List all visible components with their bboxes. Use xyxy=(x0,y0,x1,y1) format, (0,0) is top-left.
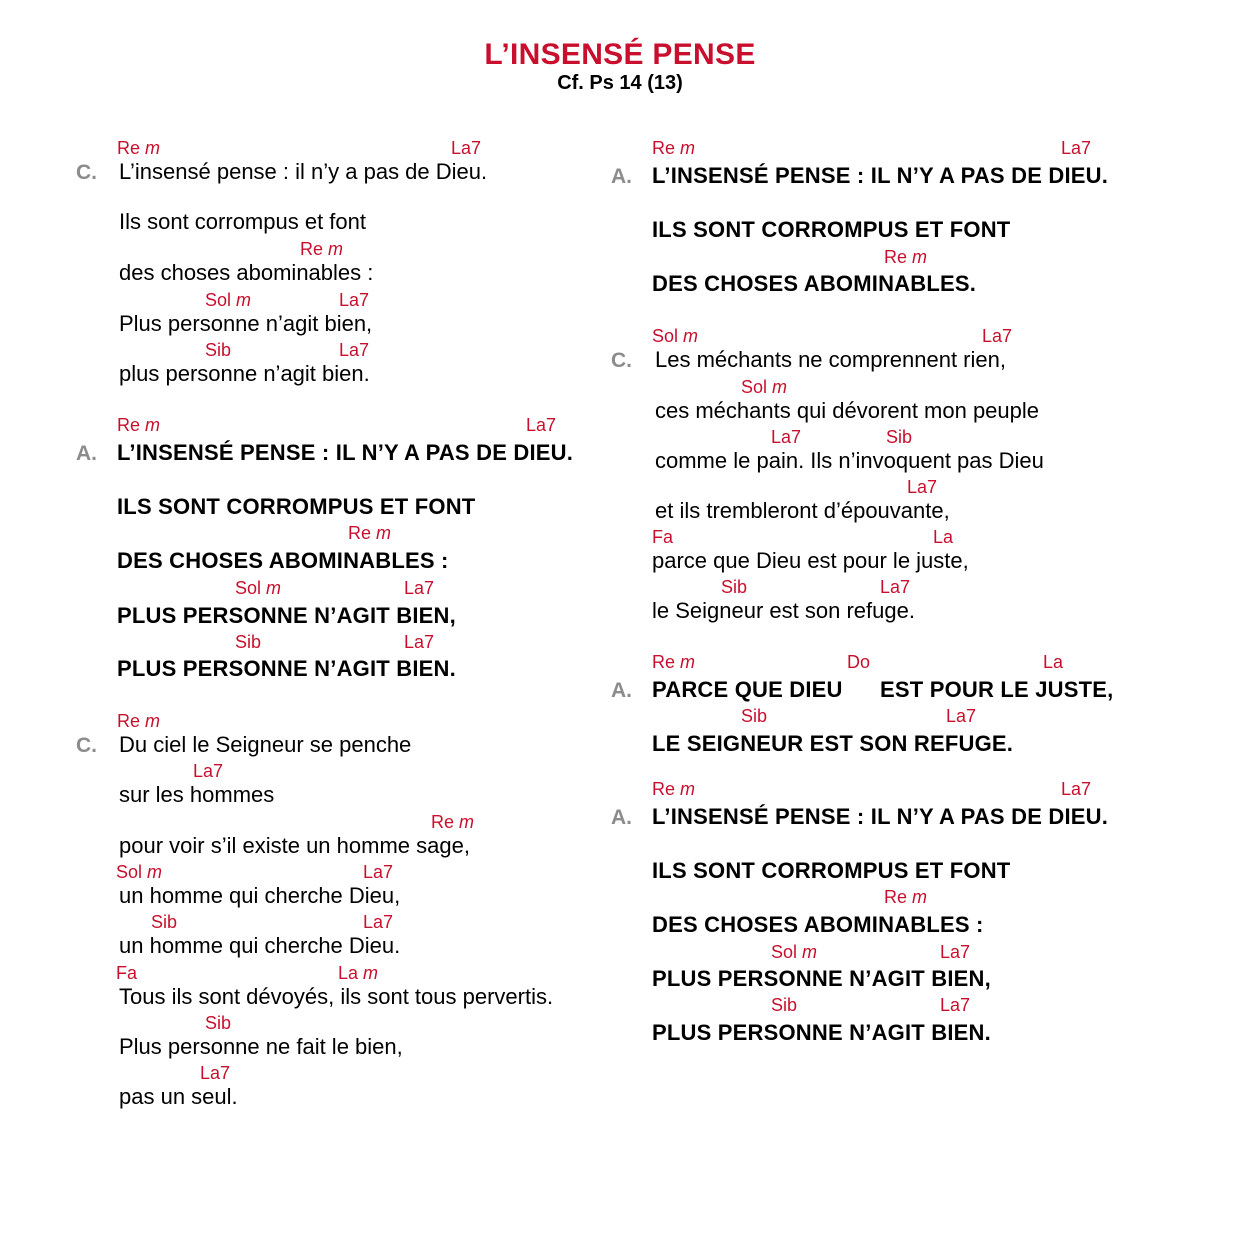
chord-do: Do xyxy=(847,652,871,672)
chord-la7: La7 xyxy=(880,577,911,597)
lyric-line: ces méchants qui dévorent mon peuple xyxy=(655,398,1040,423)
chord-sib: Sib xyxy=(151,912,178,932)
chord-la7: La7 xyxy=(339,290,370,310)
chord-la7: La7 xyxy=(940,942,971,962)
chord-la7: La7 xyxy=(451,138,482,158)
chord-re-m: Re m xyxy=(652,652,696,672)
chord-re-m: Re m xyxy=(348,523,392,543)
lyric-line: Ils sont corrompus et font xyxy=(119,209,366,234)
chord-re-m: Re m xyxy=(884,247,928,267)
refrain-line: PLUS PERSONNE N’AGIT BIEN, xyxy=(117,603,456,628)
chord-la: La xyxy=(933,527,954,547)
chord-fa: Fa xyxy=(652,527,674,547)
chord-re-m: Re m xyxy=(652,779,696,799)
refrain-line: ILS SONT CORROMPUS ET FONT xyxy=(652,217,1011,242)
chord-la7: La7 xyxy=(1061,138,1092,158)
refrain-line: DES CHOSES ABOMINABLES : xyxy=(652,912,984,937)
refrain-line: L’INSENSÉ PENSE : IL N’Y A PAS DE DIEU. xyxy=(652,804,1109,829)
chord-re-m: Re m xyxy=(652,138,696,158)
chord-la-m: La m xyxy=(338,963,379,983)
lyric-line: un homme qui cherche Dieu, xyxy=(119,883,401,908)
stanza-label-a: A. xyxy=(611,806,632,829)
chord-sib: Sib xyxy=(205,1013,232,1033)
chord-sib: Sib xyxy=(771,995,798,1015)
refrain-line: PLUS PERSONNE N’AGIT BIEN. xyxy=(652,1020,991,1045)
lyric-line: Les méchants ne comprennent rien, xyxy=(655,347,1006,372)
lyric-line: Du ciel le Seigneur se penche xyxy=(119,732,412,757)
lyric-line: comme le pain. Ils n’invoquent pas Dieu xyxy=(655,448,1044,473)
refrain-line: LE SEIGNEUR EST SON REFUGE. xyxy=(652,731,1014,756)
chord-la7: La7 xyxy=(363,862,394,882)
lyric-line: le Seigneur est son refuge. xyxy=(652,598,915,623)
lyric-line: pas un seul. xyxy=(119,1084,238,1109)
chord-la7: La7 xyxy=(404,632,435,652)
chord-re-m: Re m xyxy=(300,239,344,259)
chord-fa: Fa xyxy=(116,963,138,983)
refrain-line: ILS SONT CORROMPUS ET FONT xyxy=(117,494,476,519)
lyric-line: parce que Dieu est pour le juste, xyxy=(652,548,969,573)
chord-sol-m: Sol m xyxy=(771,942,818,962)
stanza-label-c: C. xyxy=(611,349,632,372)
song-title: L’INSENSÉ PENSE xyxy=(484,38,756,71)
lyric-line: Tous ils sont dévoyés, ils sont tous pervertis. xyxy=(119,984,554,1009)
refrain-line: PLUS PERSONNE N’AGIT BIEN. xyxy=(117,656,456,681)
chord-sib: Sib xyxy=(235,632,262,652)
chord-sib: Sib xyxy=(886,427,913,447)
chord-la7: La7 xyxy=(907,477,938,497)
chord-sib: Sib xyxy=(741,706,768,726)
chord-la7: La7 xyxy=(982,326,1013,346)
chord-sib: Sib xyxy=(205,340,232,360)
refrain-line: ILS SONT CORROMPUS ET FONT xyxy=(652,858,1011,883)
chord-la7: La7 xyxy=(940,995,971,1015)
chord-sol-m: Sol m xyxy=(235,578,282,598)
stanza-label-c: C. xyxy=(76,161,97,184)
refrain-line: DES CHOSES ABOMINABLES : xyxy=(117,548,449,573)
chord-sol-m: Sol m xyxy=(116,862,163,882)
chord-re-m: Re m xyxy=(117,415,161,435)
refrain-line: DES CHOSES ABOMINABLES. xyxy=(652,271,977,296)
refrain-line: PARCE QUE DIEU xyxy=(652,677,843,702)
chord-sol-m: Sol m xyxy=(741,377,788,397)
lyric-line: un homme qui cherche Dieu. xyxy=(119,933,401,958)
stanza-label-a: A. xyxy=(611,679,632,702)
chord-la7: La7 xyxy=(339,340,370,360)
chord-sib: Sib xyxy=(721,577,748,597)
refrain-line: L’INSENSÉ PENSE : IL N’Y A PAS DE DIEU. xyxy=(652,163,1109,188)
chord-la7: La7 xyxy=(771,427,802,447)
chord-re-m: Re m xyxy=(117,138,161,158)
lyric-line: Plus personne n’agit bien, xyxy=(119,311,373,336)
refrain-line: EST POUR LE JUSTE, xyxy=(880,677,1114,702)
chord-la7: La7 xyxy=(404,578,435,598)
chord-sol-m: Sol m xyxy=(205,290,252,310)
chord-la: La xyxy=(1043,652,1064,672)
lyric-line: pour voir s’il existe un homme sage, xyxy=(119,833,470,858)
song-subtitle: Cf. Ps 14 (13) xyxy=(557,72,683,94)
chord-re-m: Re m xyxy=(884,887,928,907)
lyric-line: L’insensé pense : il n’y a pas de Dieu. xyxy=(119,159,488,184)
stanza-label-a: A. xyxy=(611,165,632,188)
chord-re-m: Re m xyxy=(117,711,161,731)
chord-la7: La7 xyxy=(946,706,977,726)
chord-la7: La7 xyxy=(363,912,394,932)
chord-la7: La7 xyxy=(200,1063,231,1083)
lyric-line: plus personne n’agit bien. xyxy=(119,361,370,386)
refrain-line: PLUS PERSONNE N’AGIT BIEN, xyxy=(652,966,991,991)
lyric-line: des choses abominables : xyxy=(119,260,374,285)
lyric-line: sur les hommes xyxy=(119,782,275,807)
chord-la7: La7 xyxy=(193,761,224,781)
lyric-line: Plus personne ne fait le bien, xyxy=(119,1034,403,1059)
lyric-line: et ils trembleront d’épouvante, xyxy=(655,498,950,523)
chord-re-m: Re m xyxy=(431,812,475,832)
refrain-line: L’INSENSÉ PENSE : IL N’Y A PAS DE DIEU. xyxy=(117,440,574,465)
stanza-label-c: C. xyxy=(76,734,97,757)
stanza-label-a: A. xyxy=(76,442,97,465)
chord-sol-m: Sol m xyxy=(652,326,699,346)
chord-la7: La7 xyxy=(1061,779,1092,799)
chord-la7: La7 xyxy=(526,415,557,435)
